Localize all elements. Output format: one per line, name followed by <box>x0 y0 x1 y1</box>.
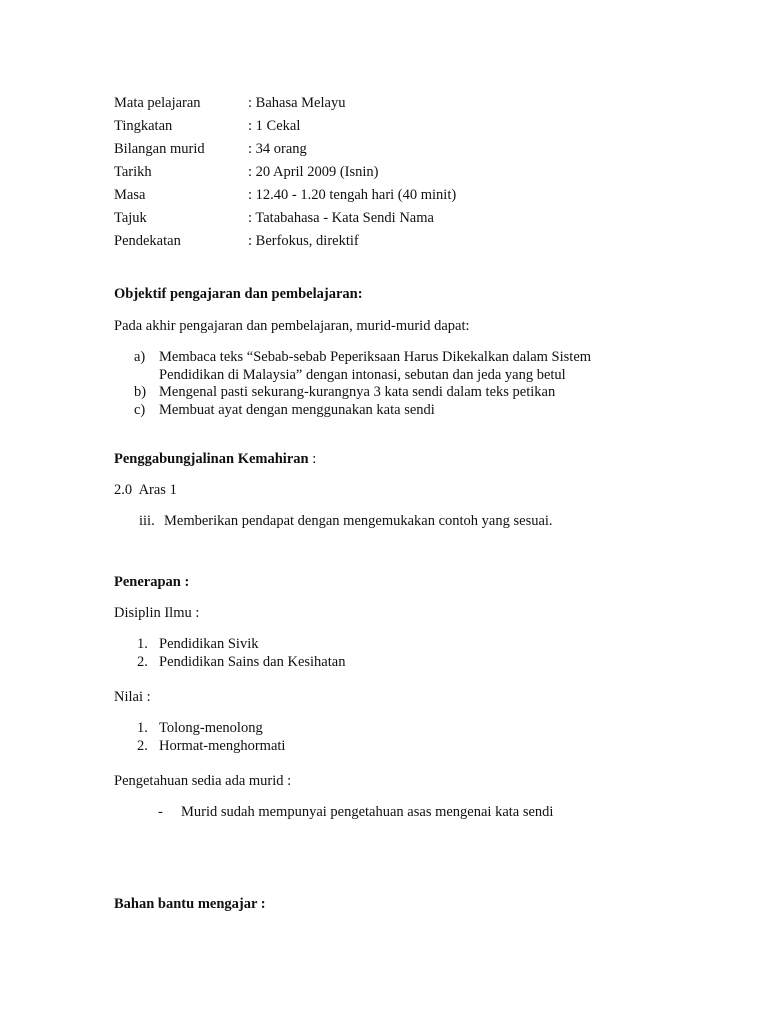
info-label: Tajuk <box>114 210 147 226</box>
skill-level: 2.0 Aras 1 <box>114 482 177 498</box>
list-marker: c) <box>134 402 146 418</box>
pengetahuan-item: Murid sudah mempunyai pengetahuan asas mengenai kata sendi <box>181 804 554 820</box>
penggabungjalinan-heading: Penggabungjalinan Kemahiran <box>114 451 309 467</box>
pengetahuan-label: Pengetahuan sedia ada murid : <box>114 773 292 789</box>
nilai-item: Tolong-menolong <box>159 720 263 736</box>
list-item-text: Membaca teks “Sebab-sebab Peperiksaan Harus Dikekalkan dalam Sistem <box>159 349 592 365</box>
info-label: Tingkatan <box>114 118 173 134</box>
list-marker: - <box>158 804 163 820</box>
penerapan-heading: Penerapan : <box>114 574 190 590</box>
list-marker: b) <box>134 384 147 400</box>
info-value: : 12.40 - 1.20 tengah hari (40 minit) <box>248 187 457 203</box>
list-item <box>159 348 655 366</box>
info-label: Bilangan murid <box>114 141 205 157</box>
info-label: Masa <box>114 187 146 203</box>
info-value: : 34 orang <box>248 141 307 157</box>
heading-colon: : <box>308 451 317 467</box>
info-label: Tarikh <box>114 164 152 180</box>
list-marker: a) <box>134 349 146 365</box>
list-marker: 2. <box>137 654 148 670</box>
disiplin-item: Pendidikan Sivik <box>159 636 259 652</box>
penggabungjalinan-heading-line <box>114 450 316 468</box>
info-value: : Bahasa Melayu <box>248 95 346 111</box>
info-label: Pendekatan <box>114 233 181 249</box>
disiplin-item: Pendidikan Sains dan Kesihatan <box>159 654 346 670</box>
skill-item-text: Memberikan pendapat dengan mengemukakan contoh yang sesuai. <box>164 513 553 529</box>
info-value: : Berfokus, direktif <box>248 233 359 249</box>
nilai-label: Nilai : <box>114 689 151 705</box>
list-marker: 2. <box>137 738 148 754</box>
list-marker: 1. <box>137 636 148 652</box>
list-marker: 1. <box>137 720 148 736</box>
list-item-text-continued: Pendidikan di Malaysia” dengan intonasi, sebutan dan jeda yang betul <box>159 367 566 383</box>
list-item-text: Membuat ayat dengan menggunakan kata sendi <box>159 402 435 418</box>
list-marker: iii. <box>139 513 155 529</box>
bahan-heading: Bahan bantu mengajar : <box>114 896 266 912</box>
objektif-intro: Pada akhir pengajaran dan pembelajaran, murid-murid dapat: <box>114 318 470 334</box>
objektif-heading: Objektif pengajaran dan pembelajaran: <box>114 286 363 302</box>
nilai-item: Hormat-menghormati <box>159 738 286 754</box>
info-label: Mata pelajaran <box>114 95 201 111</box>
info-value: : 20 April 2009 (Isnin) <box>248 164 379 180</box>
info-value: : 1 Cekal <box>248 118 301 134</box>
list-item-text: Mengenal pasti sekurang-kurangnya 3 kata sendi dalam teks petikan <box>159 384 556 400</box>
info-value: : Tatabahasa - Kata Sendi Nama <box>248 210 434 226</box>
disiplin-label: Disiplin Ilmu : <box>114 605 200 621</box>
